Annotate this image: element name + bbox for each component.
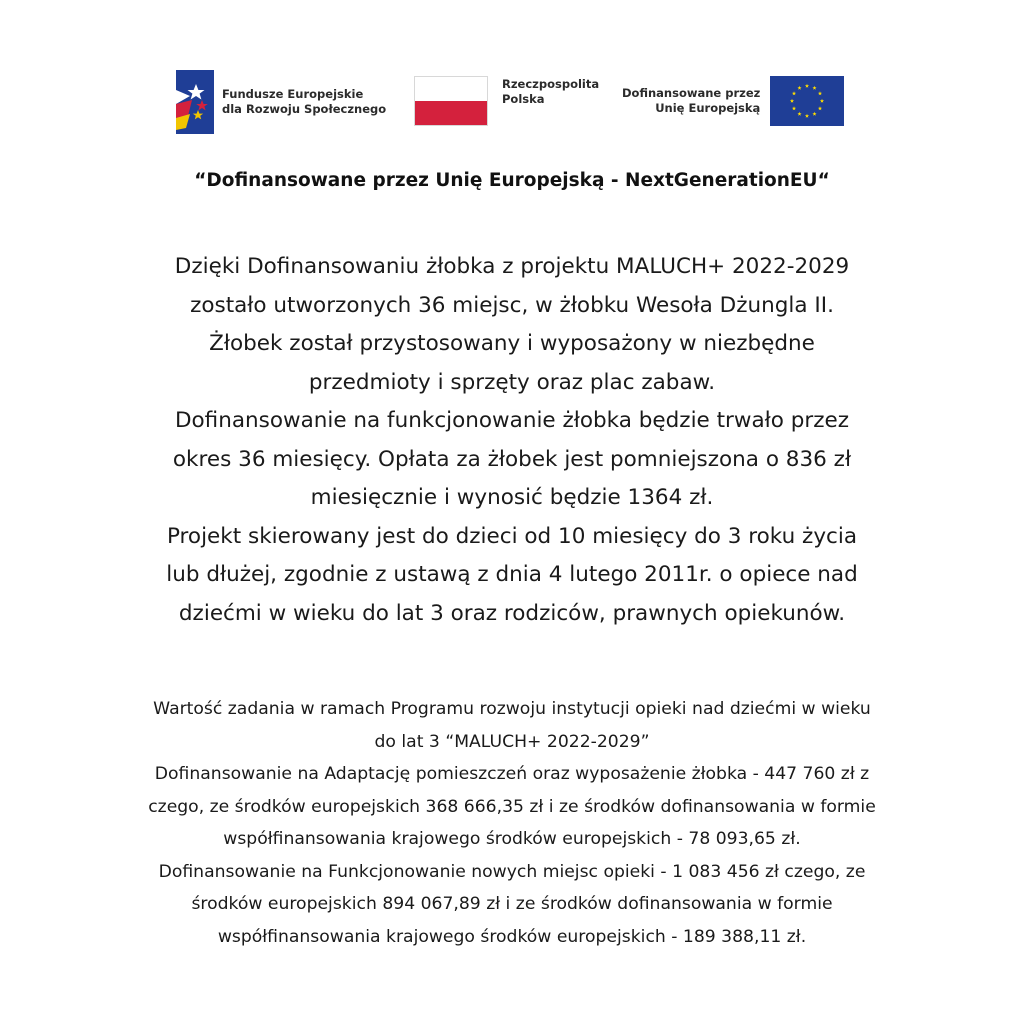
poland-label-line2: Polska — [502, 92, 545, 106]
funding-paragraph — [10, 693, 1014, 953]
logo-bar — [0, 70, 1024, 136]
eu-stars — [770, 76, 844, 126]
eu-star — [790, 99, 794, 103]
eu-star — [805, 114, 809, 118]
european-funds-star-icon — [176, 70, 214, 134]
poland-label-line1: Rzeczpospolita — [502, 77, 600, 91]
main-line: Projekt skierowany jest do dzieci od 10 miesięcy do 3 roku życia — [166, 523, 858, 549]
eu-star — [813, 112, 817, 116]
main-line: zostało utworzonych 36 miejsc, w żłobku Wesoła Dżungla II. — [190, 292, 834, 318]
main-line: lub dłużej, zgodnie z ustawą z dnia 4 lutego 2011r. o opiece nad — [166, 562, 858, 587]
eu-star — [792, 106, 796, 110]
eu-star — [805, 84, 809, 88]
european-funds-label — [222, 87, 386, 117]
main-line: Żłobek został przystosowany i wyposażony w niezbędne — [209, 331, 815, 356]
european-funds-label-line1: Fundusze Europejskie — [222, 87, 364, 101]
polish-flag-icon — [414, 76, 488, 126]
european-funds-logo — [176, 70, 386, 134]
eu-label-line1: Dofinansowane przez — [622, 86, 761, 100]
eu-star — [818, 106, 822, 110]
main-line: okres 36 miesięcy. Opłata za żłobek jest pomniejszona o 836 zł — [172, 446, 852, 472]
eu-star — [820, 99, 824, 103]
main-line: przedmioty i sprzęty oraz plac zabaw. — [308, 369, 716, 395]
main-line: dziećmi w wieku do lat 3 oraz rodziców, prawnych opiekunów. — [178, 600, 846, 626]
eu-star — [792, 91, 796, 95]
funding-line: współfinansowania krajowego środków europejskich - 189 388,11 zł. — [217, 926, 807, 947]
funding-line: współfinansowania krajowego środków europejskich - 78 093,65 zł. — [223, 829, 801, 849]
eu-logo — [622, 76, 844, 126]
slogan: “Dofinansowane przez Unię Europejską - NextGenerationEU“ — [194, 170, 830, 191]
eu-flag-icon — [770, 76, 844, 126]
main-line: Dzięki Dofinansowaniu żłobka z projektu MALUCH+ 2022-2029 — [174, 254, 850, 279]
main-line: Dofinansowanie na funkcjonowanie żłobka będzie trwało przez — [174, 408, 850, 433]
eu-star — [813, 86, 817, 90]
european-funds-label-line2: dla Rozwoju Społecznego — [222, 102, 387, 116]
eu-star — [798, 112, 802, 116]
main-line: miesięcznie i wynosić będzie 1364 zł. — [310, 485, 714, 510]
main-paragraph — [40, 248, 984, 633]
funding-line: środków europejskich 894 067,89 zł i ze środków dofinansowania w formie — [191, 894, 833, 914]
funding-line: Dofinansowanie na Adaptację pomieszczeń oraz wyposażenie żłobka - 447 760 zł z — [154, 764, 870, 784]
funding-line: Wartość zadania w ramach Programu rozwoju instytucji opieki nad dziećmi w wieku — [153, 699, 871, 719]
funding-line: czego, ze środków europejskich 368 666,35 zł i ze środków dofinansowania w formie — [148, 796, 876, 817]
eu-label-line2: Unię Europejską — [655, 101, 761, 115]
funding-line: Dofinansowanie na Funkcjonowanie nowych miejsc opieki - 1 083 456 zł czego, ze — [158, 861, 866, 882]
poland-logo — [414, 76, 599, 126]
poland-label — [502, 77, 599, 107]
eu-star — [818, 91, 822, 95]
funding-line: do lat 3 “MALUCH+ 2022-2029” — [374, 731, 650, 752]
eu-star — [798, 86, 802, 90]
eu-label — [622, 86, 760, 116]
